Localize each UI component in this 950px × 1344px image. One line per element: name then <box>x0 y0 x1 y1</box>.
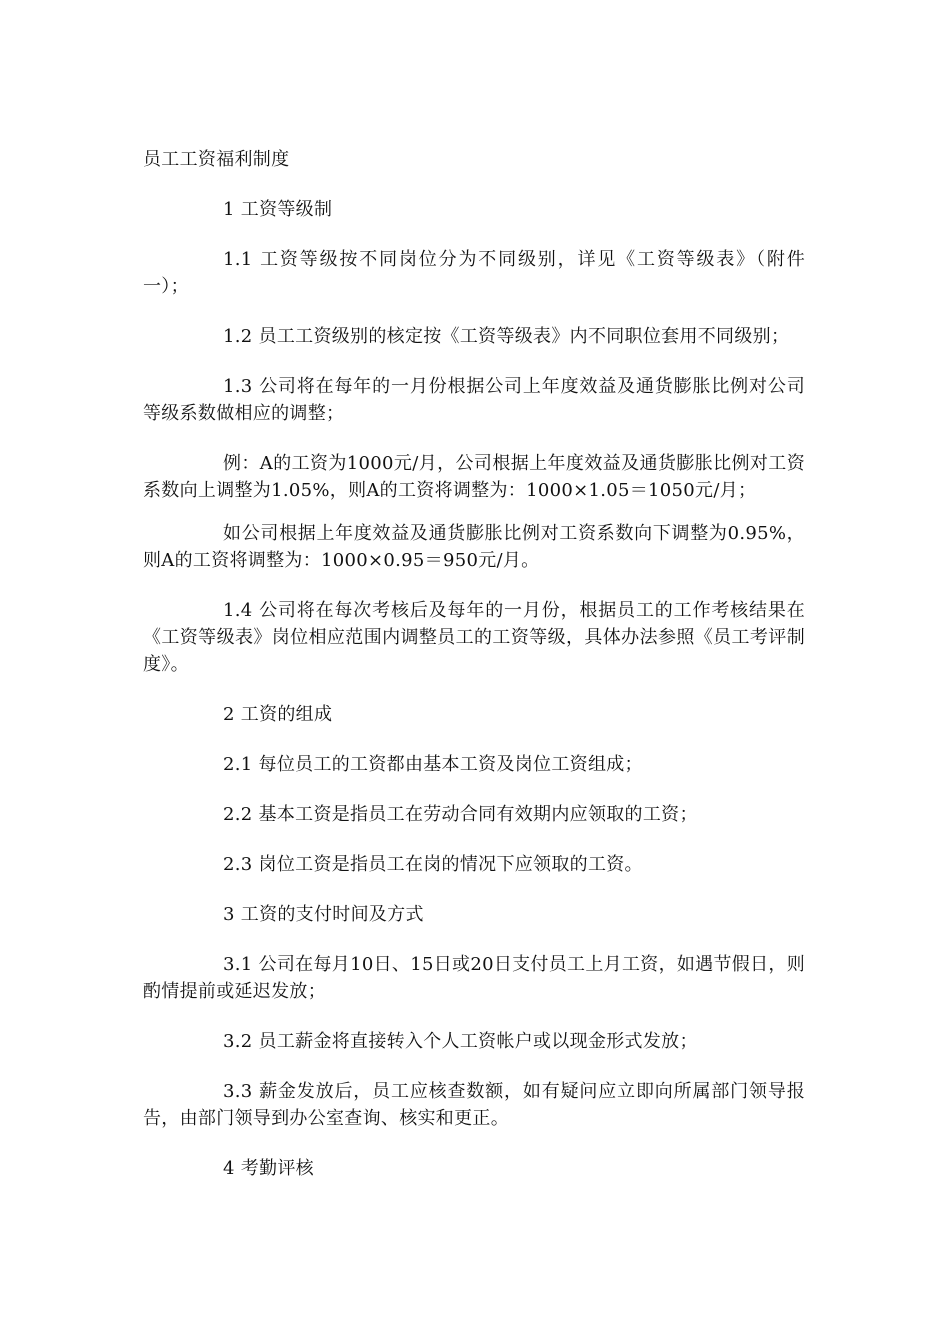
clause-1-4: 1.4 公司将在每次考核后及每年的一月份，根据员工的工作考核结果在《工资等级表》岗位相应范围内调整员工的工资等级，具体办法参照《员工考评制度》。 <box>143 600 805 675</box>
clause-1-1: 1.1 工资等级按不同岗位分为不同级别，详见《工资等级表》（附件一）； <box>143 249 805 297</box>
example-increase: 例：A的工资为1000元/月，公司根据上年度效益及通货膨胀比例对工资系数向上调整为1.05%，则A的工资将调整为：1000×1.05＝1050元/月； <box>143 453 805 501</box>
clause-3-2: 3.2 员工薪金将直接转入个人工资帐户或以现金形式发放； <box>223 1031 698 1052</box>
clause-2-2: 2.2 基本工资是指员工在劳动合同有效期内应领取的工资； <box>223 804 698 825</box>
clause-1-2: 1.2 员工工资级别的核定按《工资等级表》内不同职位套用不同级别； <box>223 326 790 347</box>
section-heading-4: 4 考勤评核 <box>223 1158 314 1179</box>
section-heading-3: 3 工资的支付时间及方式 <box>223 904 424 925</box>
clause-3-3: 3.3 薪金发放后，员工应核查数额，如有疑问应立即向所属部门领导报告，由部门领导到办公室查询、核实和更正。 <box>143 1081 805 1129</box>
section-heading-1: 1 工资等级制 <box>223 199 333 220</box>
example-decrease: 如公司根据上年度效益及通货膨胀比例对工资系数向下调整为0.95%，则A的工资将调整为：1000×0.95＝950元/月。 <box>143 523 805 571</box>
clause-1-3: 1.3 公司将在每年的一月份根据公司上年度效益及通货膨胀比例对公司等级系数做相应的调整； <box>143 376 805 424</box>
document-title: 员工工资福利制度 <box>143 149 290 170</box>
section-heading-2: 2 工资的组成 <box>223 704 333 725</box>
clause-2-3: 2.3 岗位工资是指员工在岗的情况下应领取的工资。 <box>223 854 643 875</box>
document-body <box>143 146 805 1182</box>
clause-2-1: 2.1 每位员工的工资都由基本工资及岗位工资组成； <box>223 754 643 775</box>
clause-3-1: 3.1 公司在每月10日、15日或20日支付员工上月工资，如遇节假日，则酌情提前或延迟发放； <box>143 954 805 1002</box>
